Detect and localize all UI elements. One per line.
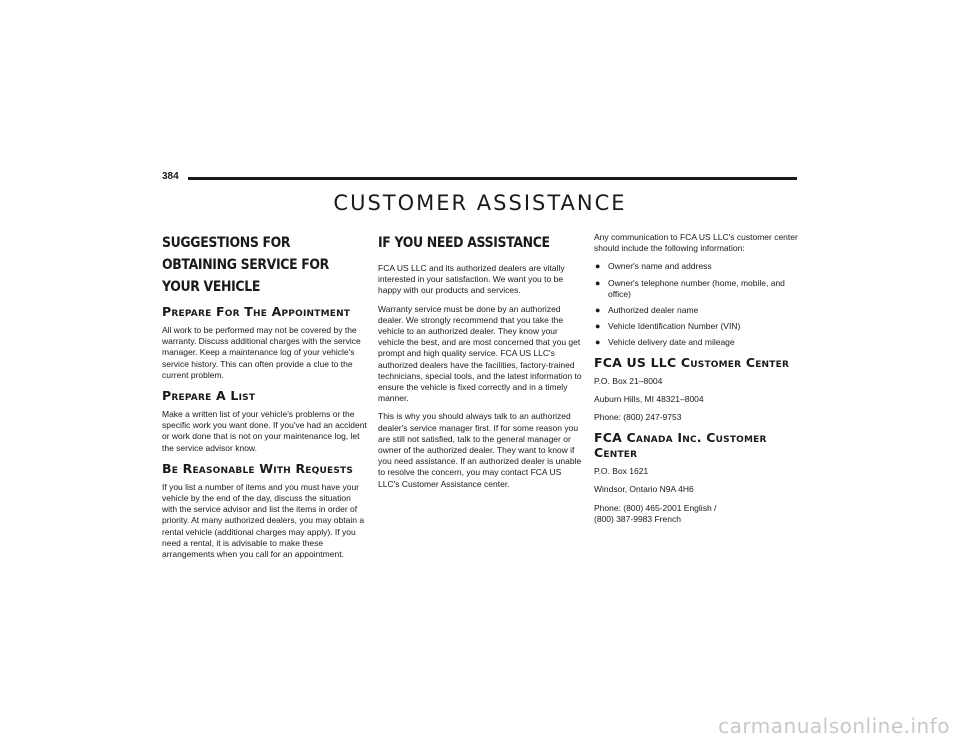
section-heading-service-suggestions: SUGGESTIONS FOR OBTAINING SERVICE FOR YOUR VEHICLE bbox=[162, 235, 329, 295]
paragraph-assistance-3: This is why you should always talk to an authorized dealer's service manager first. If for some reason you are still not satisfied, talk to the general manager or owner of the authorized dealer. They want to know if you need assistance. If an authorized dealer is unable to resolve the concern, you may contact FCA US LLC's Customer Assistance center. bbox=[378, 411, 582, 489]
paragraph-prepare-appointment: All work to be performed may not be covered by the warranty. Discuss additional charges with the service manager. Keep a maintenance log of your vehicle's service history. This can often provide a clue to the current problem. bbox=[162, 325, 361, 380]
list-item: ● Owner's telephone number (home, mobile, and office) bbox=[595, 277, 785, 299]
bullet-icon: ● bbox=[595, 321, 601, 332]
bullet-icon: ● bbox=[595, 305, 601, 316]
list-item: ● Authorized dealer name bbox=[595, 305, 699, 316]
sub-heading-prepare-list: Prepare A List bbox=[162, 388, 256, 404]
list-item: ● Vehicle Identification Number (VIN) bbox=[595, 321, 741, 332]
sub-heading-us-customer-center: FCA US LLC Customer Center bbox=[594, 354, 790, 370]
us-address-line-1: P.O. Box 21–8004 bbox=[594, 375, 663, 386]
section-heading-need-assistance: IF YOU NEED ASSISTANCE bbox=[378, 235, 550, 251]
column-middle bbox=[378, 232, 583, 497]
us-phone: Phone: (800) 247-9753 bbox=[594, 412, 682, 423]
canada-address-line-2: Windsor, Ontario N9A 4H6 bbox=[594, 484, 694, 495]
watermark: carmanualsonline.info bbox=[718, 714, 950, 738]
paragraph-communication-intro: Any communication to FCA US LLC's customer center should include the following information: bbox=[594, 232, 798, 254]
sub-heading-canada-customer-center: FCA Canada Inc. Customer Center bbox=[594, 430, 767, 461]
column-left bbox=[162, 232, 367, 567]
paragraph-assistance-1: FCA US LLC and its authorized dealers are vitally interested in your satisfaction. We want you to be happy with our products and services. bbox=[378, 263, 565, 296]
column-right bbox=[594, 232, 799, 525]
sub-heading-prepare-appointment: Prepare For The Appointment bbox=[162, 304, 351, 319]
header-rule bbox=[188, 177, 797, 180]
paragraph-assistance-2: Warranty service must be done by an authorized dealer. We strongly recommend that you take the vehicle to an authorized dealer. They know your vehicle the best, and are most concerned that you get prompt and high quality service. FCA US LLC's authorized dealers have the facilities, factory-trained technicians, special tools, and the latest information to ensure the vehicle is fixed correctly and in a timely manner. bbox=[378, 303, 582, 404]
info-bullet-list bbox=[594, 261, 799, 348]
list-item: ● Owner's name and address bbox=[595, 261, 712, 272]
page-number: 384 bbox=[162, 171, 179, 182]
canada-address-line-1: P.O. Box 1621 bbox=[594, 466, 649, 477]
list-item: ● Vehicle delivery date and mileage bbox=[595, 337, 735, 348]
bullet-icon: ● bbox=[595, 277, 601, 288]
paragraph-reasonable-requests: If you list a number of items and you must have your vehicle by the end of the day, discuss the situation with the service advisor and list the items in order of priority. At many authorized dealers, you may obtain a rental vehicle (additional charges may apply). If you need a rental, it is advisable to make these arrangements when you call for an appointment. bbox=[162, 481, 365, 560]
chapter-title: CUSTOMER ASSISTANCE bbox=[333, 191, 627, 215]
bullet-icon: ● bbox=[595, 337, 601, 348]
sub-heading-reasonable-requests: Be Reasonable With Requests bbox=[162, 460, 354, 476]
bullet-icon: ● bbox=[595, 261, 601, 272]
paragraph-prepare-list: Make a written list of your vehicle's problems or the specific work you want done. If you've had an accident or work done that is not on your maintenance log, let the service advisor know. bbox=[162, 409, 367, 453]
us-address-line-2: Auburn Hills, MI 48321–8004 bbox=[594, 393, 704, 404]
canada-phone: Phone: (800) 465-2001 English / (800) 387-9983 French bbox=[594, 502, 717, 524]
